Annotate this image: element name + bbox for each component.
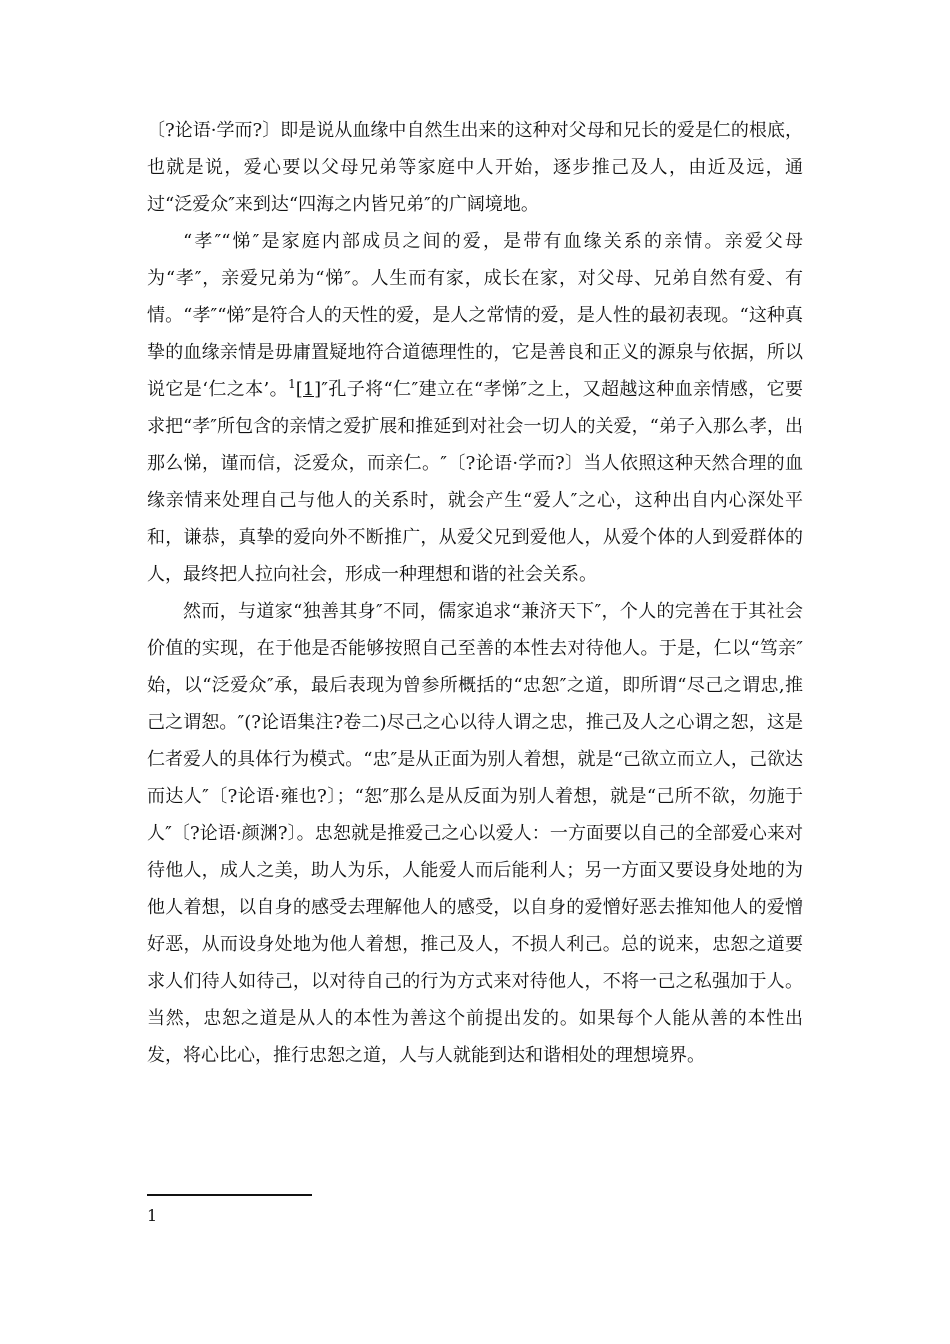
footnote-link[interactable]: [1] (295, 379, 322, 400)
footnote-mark: 1 (288, 377, 296, 391)
paragraph-2-text-before: “孝″“悌″是家庭内部成员之间的爱，是带有血缘关系的亲情。亲爱父母为“孝″，亲爱兄弟为“悌″。人生而有家，成长在家，对父母、兄弟自然有爱、有情。“孝″“悌″是符合人的天性的爱，是人之常情的爱，是人性的最初表现。“这种真挚的血缘亲情是毋庸置疑地符合道德理性的，它是善良和正义的源泉与依据，所以说它是‘仁之本’。 (147, 231, 803, 400)
footnote-separator (147, 1194, 312, 1196)
paragraph-2 (147, 223, 803, 593)
paragraph-2-text-after: ″孔子将“仁″建立在“孝悌″之上，又超越这种血亲情感，它要求把“孝″所包含的亲情之爱扩展和推延到对社会一切人的关爱，“弟子入那么孝，出那么悌，谨而信，泛爱众，而亲仁。″〔?论语·学而?〕当人依照这种天然合理的血缘亲情来处理自己与他人的关系时，就会产生“爱人″之心，这种出自内心深处平和，谦恭，真挚的爱向外不断推广，从爱父兄到爱他人，从爱个体的人到爱群体的人，最终把人拉向社会，形成一种理想和谐的社会关系。 (147, 379, 803, 585)
body-text (147, 112, 803, 1074)
footnote-number: 1 (147, 1206, 158, 1225)
paragraph-1: 〔?论语·学而?〕即是说从血缘中自然生出来的这种对父母和兄长的爱是仁的根底，也就是说，爱心要以父母兄弟等家庭中人开始，逐步推己及人，由近及远，通过“泛爱众″来到达“四海之内皆兄弟″的广阔境地。 (147, 120, 803, 215)
paragraph-3: 然而，与道家“独善其身″不同，儒家追求“兼济天下″，个人的完善在于其社会价值的实现，在于他是否能够按照自己至善的本性去对待他人。于是，仁以“笃亲″始，以“泛爱众″承，最后表现为曾参所概括的“忠恕″之道，即所谓“尽己之谓忠,推己之谓恕。″(?论语集注?卷二)尽己之心以待人谓之忠，推己及人之心谓之恕，这是仁者爱人的具体行为模式。“忠″是从正面为别人着想，就是“己欲立而立人，己欲达而达人″〔?论语·雍也?〕；“恕″那么是从反面为别人着想，就是“己所不欲，勿施于人″〔?论语·颜渊?〕。忠恕就是推爱己之心以爱人：一方面要以自己的全部爱心来对待他人，成人之美，助人为乐，人能爱人而后能利人；另一方面又要设身处地的为他人着想，以自身的感受去理解他人的感受，以自身的爱憎好恶去推知他人的爱憎好恶，从而设身处地为他人着想，推己及人，不损人利己。总的说来，忠恕之道要求人们待人如待己，以对待自己的行为方式来对待他人，不将一己之私强加于人。当然，忠恕之道是从人的本性为善这个前提出发的。如果每个人能从善的本性出发，将心比心，推行忠恕之道，人与人就能到达和谐相处的理想境界。 (147, 601, 803, 1066)
